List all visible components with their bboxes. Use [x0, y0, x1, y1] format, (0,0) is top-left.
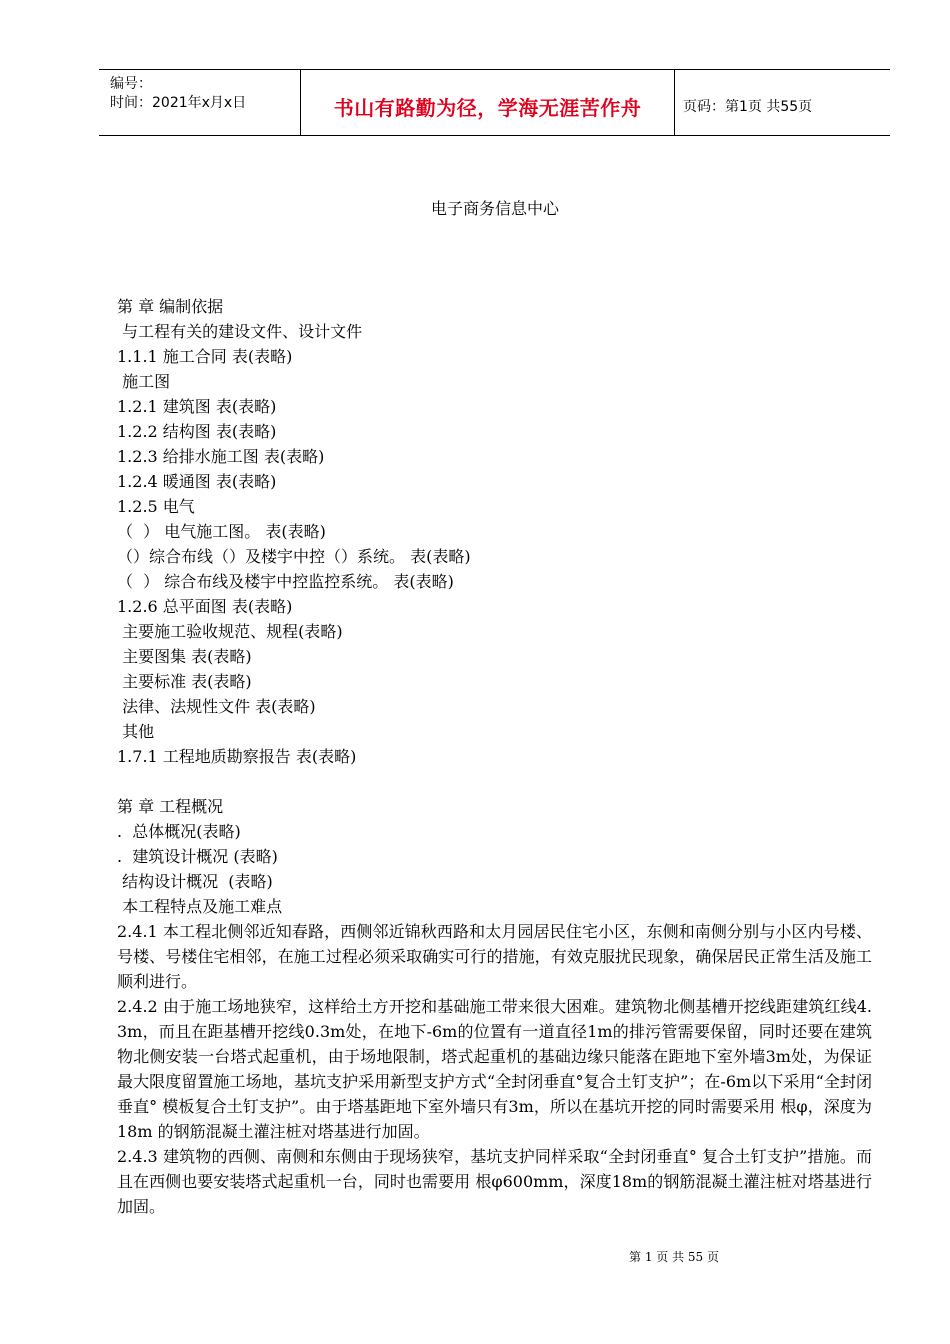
text-line: . 建筑设计概况 (表略) [117, 847, 278, 866]
body-paragraph: 2.4.2 由于施工场地狭窄，这样给土方开挖和基础施工带来很大困难。建筑物北侧基槽开挖线距建筑红线4.3m，而且在距基槽开挖线0.3m处，在地下-6m的位置有一道直径1m的排污管需要保留，同时还要在建筑物北侧安装一台塔式起重机，由于场地限制，塔式起重机的基础边缘只能落在距地下室外墙3m处，为保证最大限度留置施工场地，基坑支护采用新型支护方式“全封闭垂直°复合土钉支护”；在-6m以下采用“全封闭垂直° 模板复合土钉支护”。由于塔基距地下室外墙只有3m，所以在基坑开挖的同时需要采用 根φ，深度为18m 的钢筋混凝土灌注桩对塔基进行加固。 [117, 997, 872, 1141]
text-line: 施工图 [117, 372, 171, 391]
text-line: 第 章 工程概况 [117, 797, 224, 816]
text-line: 1.1.1 施工合同 表(表略) [117, 347, 293, 366]
header-middle-cell [301, 70, 675, 135]
text-line: 本工程特点及施工难点 [117, 897, 283, 916]
text-line: 主要标准 表(表略) [117, 672, 252, 691]
page-info: 页码：第1页 共55页 [683, 99, 813, 115]
text-line: 第 章 编制依据 [117, 297, 224, 316]
text-line: 1.2.5 电气 [117, 497, 195, 516]
text-line: 1.7.1 工程地质勘察报告 表(表略) [117, 747, 357, 766]
text-line: 其他 [117, 722, 155, 741]
header-table [99, 69, 890, 136]
text-line: . 总体概况(表略) [117, 822, 241, 841]
text-line: 1.2.6 总平面图 表(表略) [117, 597, 293, 616]
section-project-overview [117, 794, 877, 919]
text-line: （ ） 电气施工图。 表(表略) [117, 522, 326, 541]
text-line: 与工程有关的建设文件、设计文件 [117, 322, 363, 341]
header-left-cell [99, 70, 301, 135]
body-paragraph: 2.4.3 建筑物的西侧、南侧和东侧由于现场狭窄，基坑支护同样采取“全封闭垂直° 复合土钉支护”措施。而且在西侧也要安装塔式起重机一台，同时也需要用 根φ600mm，深度18m的钢筋混凝土灌注桩对塔基进行加固。 [117, 1147, 872, 1216]
document-body [117, 294, 877, 1219]
header-right-cell [675, 70, 890, 135]
text-line: 主要图集 表(表略) [117, 647, 252, 666]
text-line: 主要施工验收规范、规程(表略) [117, 622, 343, 641]
page-footer: 第 1 页 共 55 页 [629, 1250, 719, 1264]
section-gap [117, 769, 877, 794]
motto: 书山有路勤为径，学海无涯苦作舟 [333, 96, 642, 120]
text-line: 1.2.1 建筑图 表(表略) [117, 397, 277, 416]
body-paragraph: 2.4.1 本工程北侧邻近知春路，西侧邻近锦秋西路和太月园居民住宅小区，东侧和南侧分别与小区内号楼、号楼、号楼住宅相邻，在施工过程必须采取确实可行的措施，有效克服扰民现象，确保居民正常生活及施工顺利进行。 [117, 922, 872, 991]
text-line: 1.2.3 给排水施工图 表(表略) [117, 447, 325, 466]
document-title: 电子商务信息中心 [430, 199, 559, 218]
text-line: 结构设计概况 (表略) [117, 872, 273, 891]
text-line: 1.2.2 结构图 表(表略) [117, 422, 277, 441]
text-line: 1.2.4 暖通图 表(表略) [117, 472, 277, 491]
number-label: 编号： [110, 76, 152, 92]
paragraphs [117, 919, 877, 1219]
section-compile-basis [117, 294, 877, 769]
time-label: 时间：2021年x月x日 [110, 95, 247, 111]
text-line: （ ） 综合布线及楼宇中控监控系统。 表(表略) [117, 572, 454, 591]
text-line: （）综合布线（）及楼宇中控（）系统。 表(表略) [117, 547, 471, 566]
text-line: 法律、法规性文件 表(表略) [117, 697, 316, 716]
